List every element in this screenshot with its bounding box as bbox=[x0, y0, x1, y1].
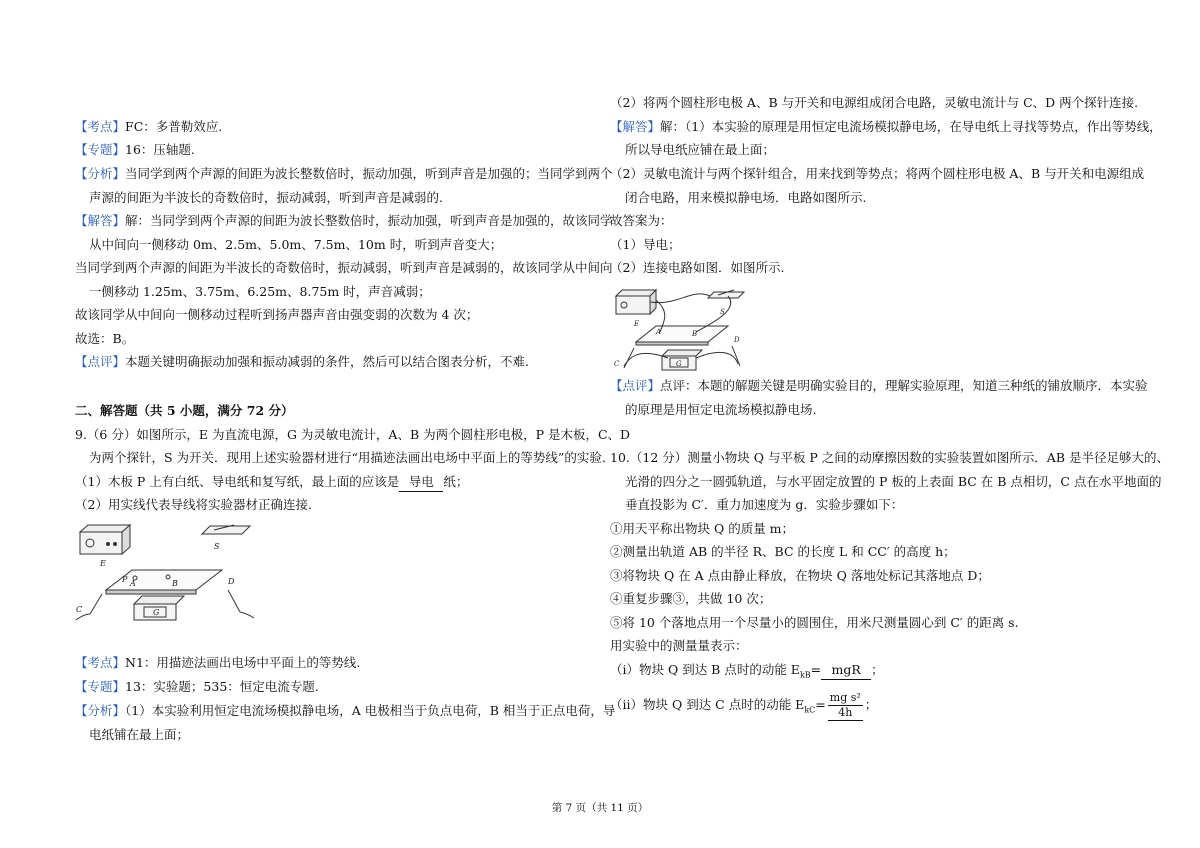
dianping-2-cont: 的原理是用恒定电流场模拟静电场. bbox=[625, 402, 817, 417]
kaodian-1: 【考点】FC：多普勒效应. bbox=[75, 119, 223, 134]
label-a: A bbox=[130, 579, 136, 588]
fenxi-1: 【分析】当同学到两个声源的间距为波长整数倍时，振动加强，听到声音是加强的；当同学到两个 bbox=[75, 166, 613, 181]
fenxi-2-cont: 电纸铺在最上面； bbox=[89, 727, 190, 742]
fenxi-2: 【分析】（1）本实验利用恒定电流场模拟静电场，A 电极相当于负点电荷，B 相当于正点电荷，导 bbox=[75, 703, 616, 718]
q10-step-4: ④重复步骤③，共做 10 次； bbox=[610, 591, 772, 606]
fig2-label-d: D bbox=[734, 336, 740, 344]
fig2-label-b: B bbox=[692, 330, 698, 338]
jieda-2: 【解答】解：（1）本实验的原理是用恒定电流场模拟静电场，在导电纸上寻找等势点，作出等势线， bbox=[610, 119, 1162, 134]
label-b: B bbox=[172, 579, 178, 588]
fig2-label-c: C bbox=[614, 360, 620, 368]
section-heading: 二、解答题（共 5 小题，满分 72 分） bbox=[75, 403, 294, 418]
body-line-1: 当同学到两个声源的间距为半波长的奇数倍时，振动减弱，听到声音是减弱的，故该同学从中间向 bbox=[75, 260, 613, 275]
fig2-label-s: S bbox=[720, 308, 725, 316]
page-footer: 第 7 页（共 11 页） bbox=[551, 802, 649, 814]
q9-line-1: 9.（6 分）如图所示，E 为直流电源，G 为灵敏电流计，A、B 为两个圆柱形电极，P 是木板，C、D bbox=[75, 427, 631, 442]
q9-line-2: 为两个探针，S 为开关．现用上述实验器材进行“用描迹法画出电场中平面上的等势线”的实验． bbox=[89, 450, 615, 465]
jieda-1-cont: 从中间向一侧移动 0m、2.5m、5.0m、7.5m、10m 时，听到声音变大； bbox=[89, 237, 503, 252]
dianping-1: 【点评】本题关键明确振动加强和振动减弱的条件，然后可以结合图表分析，不难. bbox=[75, 354, 529, 369]
apparatus-figure-2 bbox=[610, 286, 752, 376]
q10-step-5: ⑤将 10 个落地点用一个尽量小的圆围住，用米尺测量圆心到 C′ 的距离 s. bbox=[610, 615, 1019, 630]
zhuanti-2: 【专题】13：实验题；535：恒定电流专题. bbox=[75, 679, 319, 694]
q10-step-2: ②测量出轨道 AB 的半径 R、BC 的长度 L 和 CC′ 的高度 h； bbox=[610, 544, 956, 559]
q10-step-6: 用实验中的测量量表示： bbox=[610, 638, 748, 653]
label-e: E bbox=[100, 559, 106, 568]
body-line-4: 故选：B。 bbox=[75, 331, 135, 346]
right-line-2b: 闭合电路，用来模拟静电场．电路如图所示. bbox=[625, 190, 867, 205]
jieda-1: 【解答】解：当同学到两个声源的间距为波长整数倍时，振动加强，听到声音是加强的，故该同学 bbox=[75, 213, 613, 228]
fenxi-1-cont: 声源的间距为半波长的奇数倍时，振动减弱，听到声音是减弱的. bbox=[89, 190, 443, 205]
q10-line-3: 垂直投影为 C′．重力加速度为 g．实验步骤如下： bbox=[625, 497, 904, 512]
q10-step-1: ①用天平称出物块 Q 的质量 m； bbox=[610, 521, 795, 536]
fig2-label-e: E bbox=[634, 320, 640, 328]
fig2-label-g: G bbox=[676, 360, 682, 368]
right-column bbox=[600, 0, 1200, 848]
q10-part-i: （ⅰ）物块 Q 到达 B 点时的动能 $E_{kB}=$ mgR ； bbox=[610, 662, 884, 680]
jieda-2-cont: 所以导电纸应铺在最上面； bbox=[625, 142, 776, 157]
label-c: C bbox=[76, 605, 83, 614]
q10-line-2: 光滑的四分之一圆弧轨道，与水平固定放置的 P 板的上表面 BC 在 B 点相切，C 点在水平地面的 bbox=[625, 474, 1162, 489]
zhuanti-1: 【专题】16：压轴题. bbox=[75, 142, 195, 157]
q10-step-3: ③将物块 Q 在 A 点由静止释放，在物块 Q 落地处标记其落地点 D； bbox=[610, 568, 990, 583]
body-line-3: 故该同学从中间向一侧移动过程听到扬声器声音由强变弱的次数为 4 次； bbox=[75, 307, 479, 322]
body-line-2: 一侧移动 1.25m、3.75m、6.25m、8.75m 时，声音减弱； bbox=[89, 284, 431, 299]
apparatus-figure-1 bbox=[72, 522, 258, 622]
q9-answer-1: 导电 bbox=[399, 473, 443, 492]
right-line-2a: （2）灵敏电流计与两个探针组合，用来找到等势点；将两个圆柱形电极 A、B 与开关和电源组成 bbox=[610, 166, 1145, 181]
right-line-5: （2）连接电路如图．如图所示. bbox=[610, 260, 785, 275]
label-g: G bbox=[153, 608, 160, 617]
fig2-label-a: A bbox=[656, 328, 662, 336]
right-line-1: （2）将两个圆柱形电极 A、B 与开关和电源组成闭合电路，灵敏电流计与 C、D 两个探针连接. bbox=[610, 95, 1139, 110]
q9-line-4: （2）用实线代表导线将实验器材正确连接. bbox=[75, 497, 312, 512]
q10-answer-ii: $\frac{\text{mg s²}}{4h}$ bbox=[829, 690, 861, 719]
dianping-2: 【点评】点评：本题的解题关键是明确实验目的，理解实验原理，知道三种纸的铺放顺序．本实验 bbox=[610, 378, 1148, 393]
label-s: S bbox=[214, 542, 220, 551]
q10-part-ii: （ⅱ）物块 Q 到达 C 点时的动能 $E_{kC}=$ $\frac{\text{mg s²}}{4h}$ ； bbox=[610, 690, 878, 719]
label-p: P bbox=[122, 575, 128, 584]
kaodian-2: 【考点】N1：用描迹法画出电场中平面上的等势线. bbox=[75, 655, 361, 670]
q9-line-3: （1）木板 P 上有白纸、导电纸和复写纸，最上面的应该是 导电 纸； bbox=[75, 473, 468, 492]
right-line-3: 故答案为： bbox=[610, 213, 673, 228]
q10-line-1: 10.（12 分）测量小物块 Q 与平板 P 之间的动摩擦因数的实验装置如图所示．AB 是半径足够大的、 bbox=[610, 450, 1169, 465]
right-line-4: （1）导电； bbox=[610, 237, 681, 252]
label-d: D bbox=[228, 577, 235, 586]
q10-answer-i: mgR bbox=[821, 661, 871, 680]
